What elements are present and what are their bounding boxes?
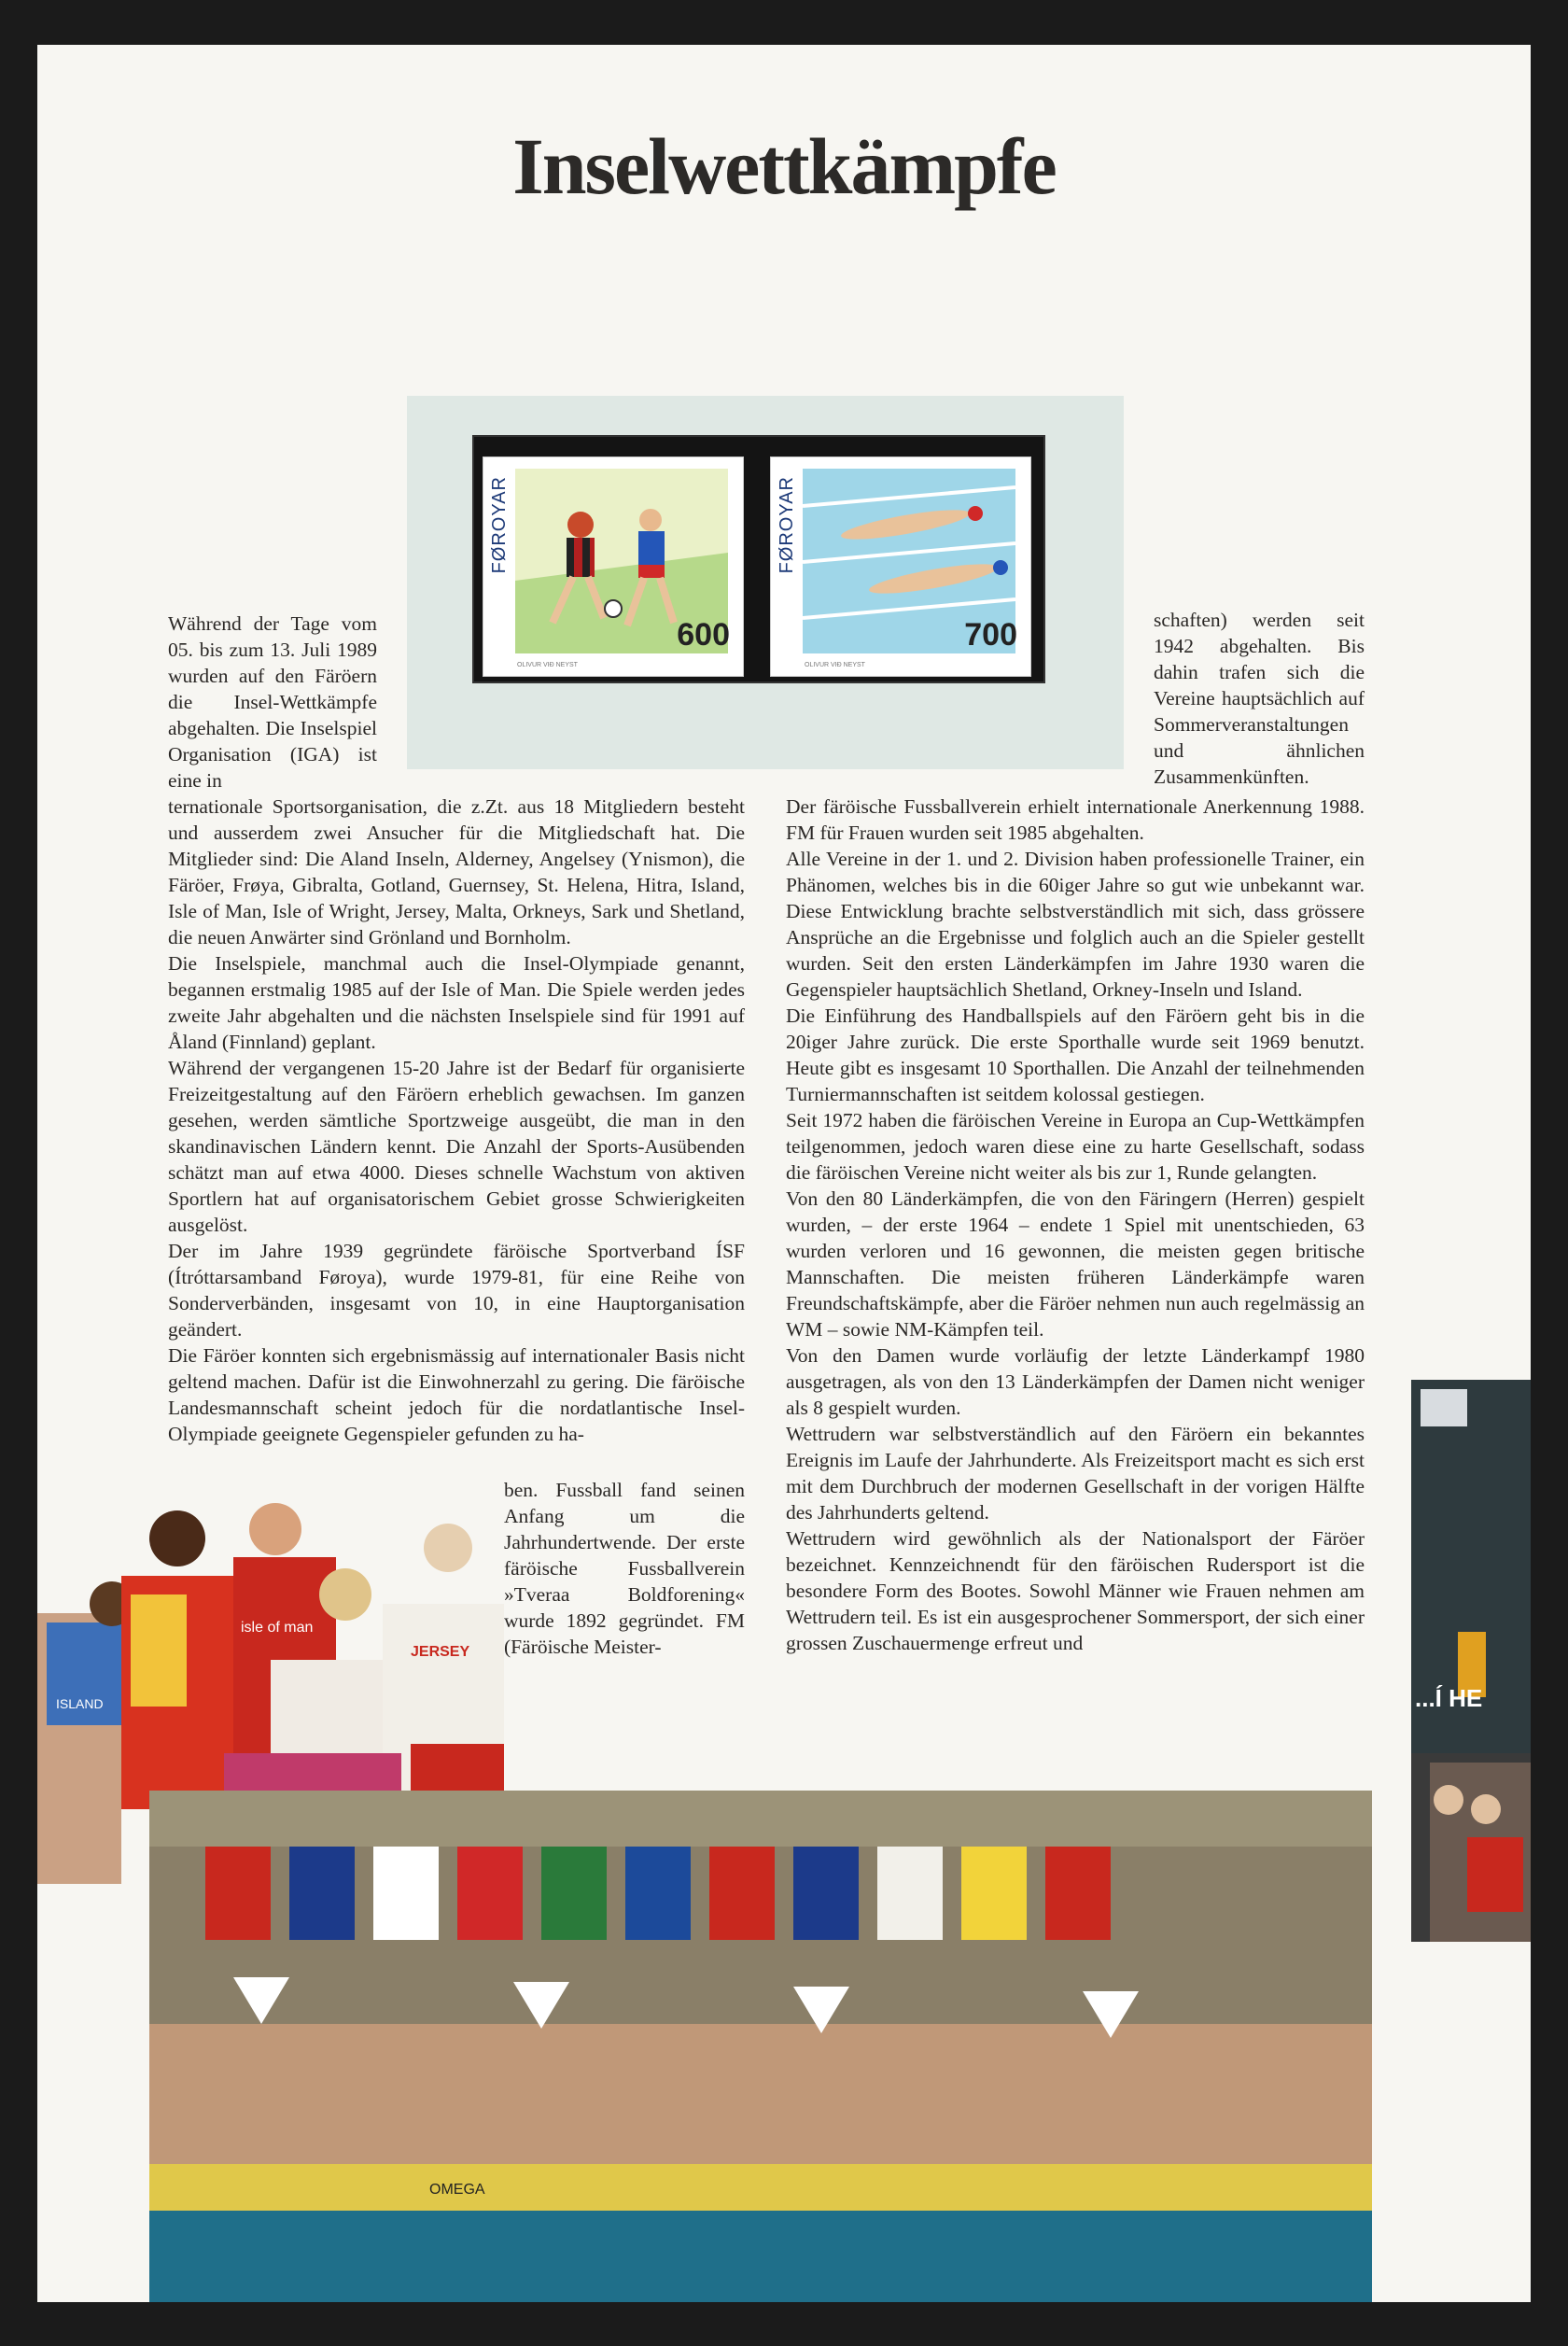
stamp-value: 700 — [964, 617, 1017, 653]
paragraph: Die Inselspiele, manchmal auch die Insel-Olympiade genannt, begannen erstmalig 1985 auf der Isle of Man. Die Spiele werden jedes zweite Jahr abgehalten und die nächsten Inselspiele sind für 1991 auf Åland (Finnland) geplant. — [168, 952, 745, 1053]
stamp-strip — [472, 435, 1045, 683]
album-page — [37, 45, 1531, 2302]
photo-label-island: ISLAND — [56, 1696, 104, 1711]
stamp-country-label: FØROYAR — [777, 476, 797, 574]
stamp-swimming — [771, 457, 1030, 676]
stamp-designer: OLIVUR VIÐ NEYST — [517, 662, 578, 668]
paragraph: Der im Jahre 1939 gegründete färöische Sportverband ÍSF (Ítróttarsamband Føroya), wurde 1979-81, für eine Reihe von Sonderverbänden, insgesamt von 10, in eine Hauptorganisation geändert. — [168, 1240, 745, 1341]
scoreboard-photo — [1411, 1380, 1531, 1942]
paragraph: Wettrudern wird gewöhnlich als der Nationalsport der Färöer bezeichnet. Kennzeichnendt für den färöischen Rudersport ist die besondere Form des Bootes. Sowohl Männer wie Frauen nehmen am Wettrudern teil. Es ist ein ausgesprochener Sommersport, der sich einer grossen Zuschauermenge erfreut und — [786, 1527, 1365, 1654]
photo-label-omega: OMEGA — [429, 2182, 485, 2198]
paragraph: Während der vergangenen 15-20 Jahre ist der Bedarf für organisierte Freizeitgestaltung auf den Färöern erheblich gewachsen. Im ganzen gesehen, werden sämtliche Sportzweige ausgeübt, die man in den skandinavischen Ländern kennt. Die Anzahl der Sports-Ausübenden schätzt man auf etwa 4000. Dieses schnelle Wachstum von aktiven Sportlern hat auf organisatorischem Gebiet grosse Schwierigkeiten ausgelöst. — [168, 1057, 745, 1236]
stamp-football — [483, 457, 743, 676]
photo-label-isle-of-man: isle of man — [241, 1620, 314, 1636]
paragraph: Die Färöer konnten sich ergebnismässig auf internationaler Basis nicht geltend machen. Dafür ist die Einwohnerzahl zu gering. Die färöische Landesmannschaft scheint jedoch für die nordatlantische Insel-Olympiade geeignete Gegenspieler gefunden zu ha- — [168, 1344, 745, 1445]
paragraph: Die Einführung des Handballspiels auf den Färöern geht bis in die 20iger Jahre zurück. Die erste Sporthalle wurde seit 1969 benutzt. Heute gibt es insgesamt 10 Sporthallen. Die Anzahl der teilnehmenden Turniermannschaften ist seitdem kolossal gestiegen. — [786, 1004, 1365, 1105]
swimming-pool-photo — [149, 1791, 1372, 2302]
paragraph: Alle Vereine in der 1. und 2. Division haben professionelle Trainer, ein Phänomen, welches bis in die 60iger Jahre so gut wie unbekannt war. Diese Entwicklung brachte selbstverständlich mit sich, dass grössere Ansprüche an die Ergebnisse und folglich auch an die Spieler gestellt wurden. Seit den ersten Länderkämpfen im Jahre 1930 waren die Gegenspieler hauptsächlich Shetland, Orkney-Inseln und Island. — [786, 848, 1365, 1001]
stamp-country-label: FØROYAR — [489, 476, 510, 574]
stamp-designer: OLIVUR VIÐ NEYST — [805, 662, 865, 668]
photo-label-jersey: JERSEY — [411, 1644, 470, 1660]
stamp-value: 600 — [677, 617, 730, 653]
stamp-mount — [407, 396, 1124, 769]
paragraph: Von den 80 Länderkämpfen, die von den Färingern (Herren) gespielt wurden, – der erste 1964 – endete 1 Spiel mit unentschieden, 63 wurden verloren und 16 gewonnen, die meisten gegen britische Mannschaften. Die meisten früheren Länderkämpfe waren Freundschaftskämpfe, aber die Färöer nehmen nun auch regelmässig an WM – sowie NM-Kämpfen teil. — [786, 1187, 1365, 1341]
right-column — [786, 794, 1365, 1656]
paragraph: Von den Damen wurde vorläufig der letzte Länderkampf 1980 ausgetragen, als von den 13 Länderkämpfen der Damen nicht weniger als 8 gespielt wurden. — [786, 1344, 1365, 1419]
left-column — [168, 794, 745, 1447]
page-title: Inselwettkämpfe — [512, 121, 1056, 211]
left-tail-text: ben. Fussball fand seinen Anfang um die Jahrhundertwende. Der erste färöische Fussballverein »Tveraa Boldforening« wurde 1892 gegründet. FM (Färöische Meister- — [504, 1479, 745, 1658]
paragraph: Seit 1972 haben die färöischen Vereine in Europa an Cup-Wettkämpfen teilgenommen, jedoch waren diese eine zu harte Gesellschaft, sodass die färöischen Vereine nicht weiter als bis zur 1, Runde gelangten. — [786, 1109, 1365, 1184]
paragraph: ternationale Sportsorganisation, die z.Zt. aus 18 Mitgliedern besteht und ausserdem zwei Ansucher für die Mitgliedschaft hat. Die Mitglieder sind: Die Aland Inseln, Alderney, Angelsey (Ynismon), die Färöer, Frøya, Gibralta, Gotland, Guernsey, St. Helena, Hitra, Island, Isle of Man, Isle of Wright, Jersey, Malta, Orkneys, Sark und Shetland, die neuen Anwärter sind Grönland und Bornholm. — [168, 795, 745, 948]
photo-label-scoreboard: ...Í HE — [1415, 1684, 1483, 1712]
paragraph: Wettrudern war selbstverständlich auf den Färöern ein bekanntes Ereignis im Laufe der Jahrhunderte. Als Freizeitsport macht es sich erst mit dem Durchbruch der modernen Gesellschaft in der vorigen Hälfte des Jahrhunderts geltend. — [786, 1423, 1365, 1524]
paragraph: Der färöische Fussballverein erhielt internationale Anerkennung 1988. FM für Frauen wurden seit 1985 abgehalten. — [786, 795, 1365, 844]
left-intro-text: Während der Tage vom 05. bis zum 13. Juli 1989 wurden auf den Färöern die Insel-Wettkämpfe abgehalten. Die Inselspiel Organisation (IGA) ist eine in — [168, 612, 377, 792]
right-intro-text: schaften) werden seit 1942 abgehalten. Bis dahin trafen sich die Vereine hauptsächlich auf Sommerveranstaltungen und ähnlichen Zusammenkünften. — [1154, 609, 1365, 788]
